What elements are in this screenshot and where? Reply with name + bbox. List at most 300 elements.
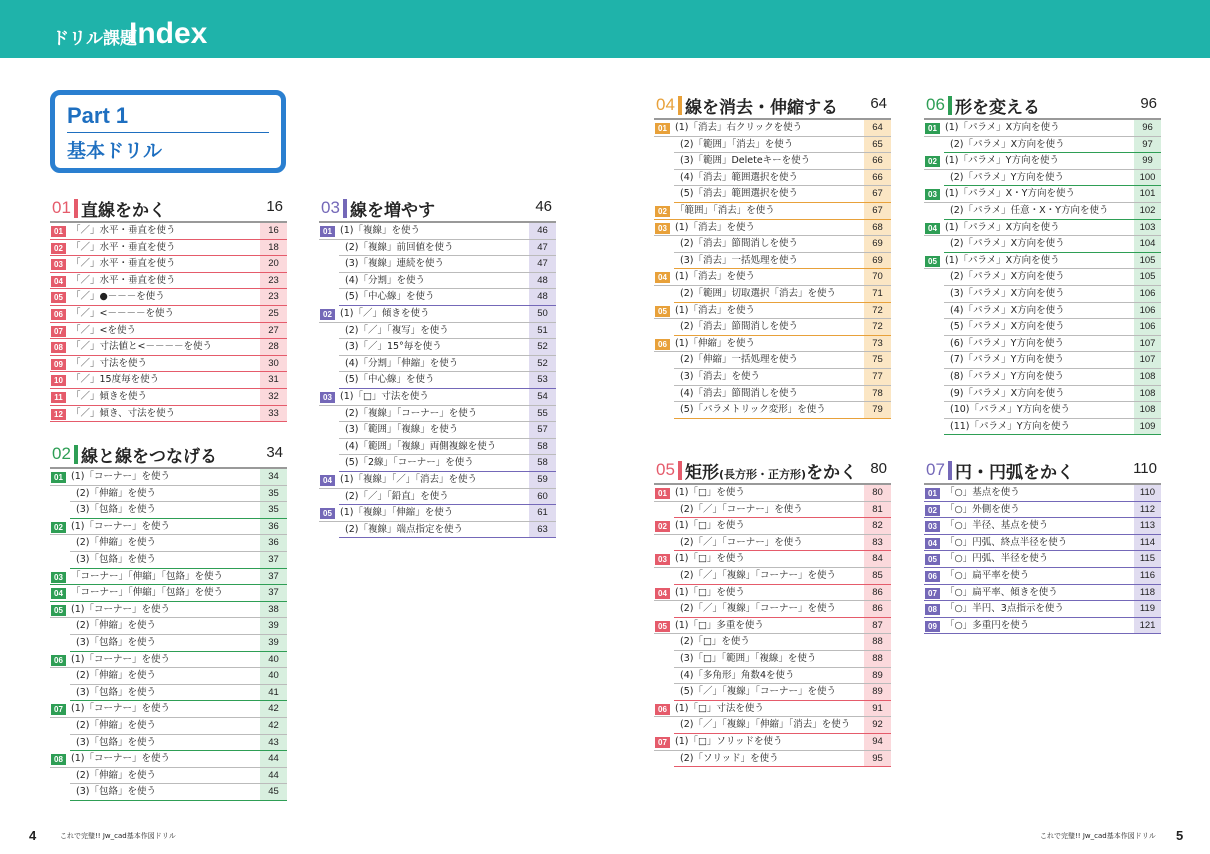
entry-text: (2)「伸縮」を使う [76,487,156,499]
index-entry[interactable] [654,751,891,768]
index-entry[interactable] [924,170,1161,187]
entry-page: 88 [864,651,891,668]
entry-page: 50 [529,306,556,323]
index-entry[interactable] [924,419,1161,436]
entry-number-badge: 02 [655,206,670,217]
index-entry[interactable] [50,602,287,619]
entry-text: (2)「伸縮」を使う [76,670,156,682]
entry-text: (2)「伸縮」一括処理を使う [680,354,798,366]
index-entry[interactable] [924,386,1161,403]
entry-number-badge: 03 [51,572,66,583]
entry-page: 60 [529,489,556,506]
index-entry[interactable] [50,306,287,323]
index-entry[interactable] [50,486,287,503]
entry-number-badge: 03 [925,521,940,532]
entry-text: (1)「パラメ」X方向を使う [945,254,1060,266]
index-entry[interactable] [924,236,1161,253]
index-entry[interactable] [654,303,891,320]
entry-page: 18 [260,240,287,257]
index-entry[interactable] [319,455,556,472]
entry-text: (2)「／」「複線」「コーナー」を使う [680,603,836,615]
entry-page: 48 [529,273,556,290]
entry-number-badge: 01 [925,123,940,134]
index-entry[interactable] [50,323,287,340]
entry-text: (2)「範囲」切取選択「消去」を使う [680,287,836,299]
entry-page: 23 [260,289,287,306]
entry-number-badge: 01 [925,488,940,499]
index-entry[interactable] [50,751,287,768]
entry-text: (1)「パラメ」X方向を使う [945,221,1060,233]
entry-text: (1)「複線」「／」「消去」を使う [340,473,477,485]
page-number-left: 4 [29,828,37,843]
entry-page: 118 [1134,585,1161,602]
entry-number-badge: 04 [320,475,335,486]
entry-page: 54 [529,389,556,406]
index-entry[interactable] [319,372,556,389]
index-entry[interactable] [924,137,1161,154]
index-entry[interactable] [924,253,1161,270]
index-entry[interactable] [924,402,1161,419]
index-entry[interactable] [50,618,287,635]
section-title [685,93,838,118]
index-entry[interactable] [654,701,891,718]
entry-text: (4)「パラメ」X方向を使う [950,304,1065,316]
index-entry[interactable] [654,336,891,353]
index-entry[interactable] [50,469,287,486]
index-entry[interactable] [50,569,287,586]
index-entry[interactable] [924,485,1161,502]
entry-text: (2)「消去」節間消しを使う [680,321,798,333]
entry-text: (4)「範囲」「複線」両側複線を使う [345,440,497,452]
index-entry[interactable] [50,784,287,801]
entry-page: 39 [260,635,287,652]
entry-number-badge: 01 [320,226,335,237]
entry-text: (1)「コーナー」を使う [71,653,170,665]
index-entry[interactable] [924,269,1161,286]
entry-page: 105 [1134,253,1161,270]
index-entry[interactable] [319,422,556,439]
index-entry[interactable] [50,240,287,257]
section-title [81,196,166,221]
index-entry[interactable] [654,634,891,651]
entry-page: 47 [529,256,556,273]
entry-text: (6)「パラメ」Y方向を使う [950,337,1064,349]
entry-page: 78 [864,386,891,403]
entry-page: 51 [529,323,556,340]
section-number: 05 [656,460,675,479]
index-entry[interactable] [654,319,891,336]
index-entry[interactable] [924,585,1161,602]
index-entry[interactable] [924,352,1161,369]
index-entry[interactable] [924,120,1161,137]
entry-text: (1)「□」を使う [675,553,745,565]
index-entry[interactable] [50,372,287,389]
section-number: 02 [52,444,71,463]
entry-page: 47 [529,240,556,257]
entry-number-badge: 04 [655,588,670,599]
entry-page: 59 [529,472,556,489]
index-entry[interactable] [654,668,891,685]
index-entry[interactable] [654,585,891,602]
index-entry[interactable] [319,389,556,406]
section-accent-bar [678,461,682,480]
index-entry[interactable] [319,273,556,290]
entry-number-badge: 05 [925,554,940,565]
index-entry[interactable] [50,289,287,306]
index-entry[interactable] [654,601,891,618]
entry-page: 58 [529,439,556,456]
index-entry[interactable] [654,485,891,502]
entry-page: 106 [1134,303,1161,320]
entry-page: 86 [864,601,891,618]
index-entry[interactable] [50,406,287,423]
entry-number-badge: 02 [655,521,670,532]
index-entry[interactable] [654,717,891,734]
entry-page: 94 [864,734,891,751]
entry-text: 「／」水平・垂直を使う [71,241,176,253]
index-entry[interactable] [319,256,556,273]
index-entry[interactable] [654,651,891,668]
index-entry[interactable] [319,505,556,522]
index-entry[interactable] [654,734,891,751]
index-entry[interactable] [924,551,1161,568]
entry-text: 「範囲」「消去」を使う [675,204,775,216]
entry-text: (1)「消去」を使う [675,271,755,283]
index-entry[interactable] [924,220,1161,237]
header-bar [0,0,1210,58]
index-entry[interactable] [654,352,891,369]
index-entry[interactable] [50,356,287,373]
entry-page: 63 [529,522,556,539]
index-entry[interactable] [924,502,1161,519]
section-title-main: 線を増やす [350,201,435,221]
index-entry[interactable] [924,303,1161,320]
entry-number-badge: 03 [320,392,335,403]
index-entry[interactable] [924,518,1161,535]
index-entry[interactable] [654,568,891,585]
section-number: 01 [52,198,71,217]
index-entry[interactable] [654,535,891,552]
index-entry[interactable] [654,203,891,220]
entry-page: 28 [260,339,287,356]
entry-text: (2)「範囲」「消去」を使う [680,138,794,150]
entry-page: 72 [864,303,891,320]
entry-text: (10)「パラメ」Y方向を使う [950,404,1071,416]
entry-text: (1)「複線」を使う [340,225,420,236]
section-03 [319,193,556,538]
section-accent-bar [948,461,952,480]
entry-text: 「コーナー」「伸縮」「包絡」を使う [71,570,224,582]
entry-number-badge: 04 [51,588,66,599]
section-title-small: (長方形・正方形) [719,468,807,481]
entry-divider [50,421,287,422]
entry-number-badge: 04 [655,272,670,283]
index-entry[interactable] [319,223,556,240]
section-page: 16 [266,198,283,215]
entry-text: (3)「包絡」を使う [76,636,156,648]
index-entry[interactable] [50,223,287,240]
index-entry[interactable] [654,186,891,203]
entry-text: 「○」扁平率を使う [945,569,1030,581]
section-title-main: 形を変える [955,98,1040,118]
entry-text: (2)「／」「鉛直」を使う [345,490,449,502]
index-entry[interactable] [319,439,556,456]
section-title [955,458,1074,483]
entry-page: 23 [260,273,287,290]
entry-text: (5)「パラメトリック変形」を使う [680,404,826,416]
index-entry[interactable] [50,718,287,735]
index-entry[interactable] [654,170,891,187]
index-entry[interactable] [654,220,891,237]
entry-page: 64 [864,120,891,137]
entry-page: 121 [1134,618,1161,635]
entry-page: 69 [864,236,891,253]
entry-text: (3)「消去」を使う [680,370,760,382]
index-entry[interactable] [654,253,891,270]
index-entry[interactable] [50,735,287,752]
entry-number-badge: 05 [51,605,66,616]
section-header [924,90,1161,120]
index-entry[interactable] [924,601,1161,618]
entry-page: 16 [260,223,287,240]
index-entry[interactable] [50,339,287,356]
entry-page: 41 [260,685,287,702]
index-entry[interactable] [50,668,287,685]
header-subtitle: ドリル課題 [52,29,137,49]
entry-text: (2)「パラメ」X方向を使う [950,271,1065,283]
entry-page: 101 [1134,186,1161,203]
entry-page: 92 [864,717,891,734]
index-entry[interactable] [50,273,287,290]
index-entry[interactable] [50,652,287,669]
footer-text-left: これで完璧!! Jw_cad基本作図ドリル [60,832,176,840]
entry-text: (2)「伸縮」を使う [76,769,156,781]
index-entry[interactable] [924,203,1161,220]
entry-page: 104 [1134,236,1161,253]
index-entry[interactable] [319,339,556,356]
index-entry[interactable] [924,369,1161,386]
index-entry[interactable] [924,618,1161,635]
index-entry[interactable] [50,535,287,552]
index-entry[interactable] [319,289,556,306]
entry-page: 38 [260,602,287,619]
entry-page: 57 [529,422,556,439]
entry-page: 100 [1134,170,1161,187]
index-entry[interactable] [319,323,556,340]
entry-text: (7)「パラメ」Y方向を使う [950,354,1064,366]
index-entry[interactable] [654,551,891,568]
entry-text: 「○」円弧、終点半径を使う [945,536,1068,548]
section-page: 46 [535,198,552,215]
entry-page: 52 [529,339,556,356]
entry-page: 33 [260,406,287,423]
entry-page: 80 [864,485,891,502]
entry-page: 52 [529,356,556,373]
entry-text: (1)「コーナー」を使う [71,753,170,765]
entry-page: 67 [864,203,891,220]
index-entry[interactable] [319,240,556,257]
entry-page: 108 [1134,369,1161,386]
index-entry[interactable] [654,618,891,635]
entry-text: (4)「分割」「伸縮」を使う [345,357,459,369]
entry-page: 42 [260,701,287,718]
entry-page: 119 [1134,601,1161,618]
entry-page: 37 [260,569,287,586]
entry-text: 「／」水平・垂直を使う [71,225,176,236]
index-entry[interactable] [654,236,891,253]
entry-text: (1)「□」寸法を使う [675,702,764,714]
index-entry[interactable] [654,684,891,701]
entry-text: (1)「消去」右クリックを使う [675,122,803,133]
index-entry[interactable] [654,120,891,137]
index-entry[interactable] [654,286,891,303]
index-entry[interactable] [654,137,891,154]
entry-text: (2)「／」「複線」「伸縮」「消去」を使う [680,719,851,731]
entry-page: 70 [864,269,891,286]
index-entry[interactable] [654,269,891,286]
section-accent-bar [678,96,682,115]
index-entry[interactable] [50,768,287,785]
index-entry[interactable] [319,356,556,373]
entry-page: 75 [864,352,891,369]
entry-page: 83 [864,535,891,552]
entry-text: (1)「□」多重を使う [675,619,764,631]
index-entry[interactable] [50,256,287,273]
section-number: 04 [656,95,675,114]
entry-text: (3)「包絡」を使う [76,553,156,565]
entry-number-badge: 06 [925,571,940,582]
entry-text: 「／」15度毎を使う [71,374,160,386]
index-entry[interactable] [924,535,1161,552]
index-entry[interactable] [319,522,556,539]
entry-number-badge: 01 [655,123,670,134]
entry-page: 82 [864,518,891,535]
entry-text: (1)「□」を使う [675,520,745,532]
entry-page: 97 [1134,137,1161,154]
entry-page: 35 [260,502,287,519]
index-entry[interactable] [50,389,287,406]
entry-text: 「／」水平・垂直を使う [71,274,176,286]
entry-page: 27 [260,323,287,340]
entry-number-badge: 02 [925,505,940,516]
index-entry[interactable] [319,406,556,423]
index-entry[interactable] [50,519,287,536]
index-entry[interactable] [319,472,556,489]
index-entry[interactable] [654,402,891,419]
entry-text: (2)「／」「コーナー」を使う [680,536,803,548]
index-entry[interactable] [50,701,287,718]
entry-text: (3)「包絡」を使う [76,504,156,516]
section-header [319,193,556,223]
index-entry[interactable] [50,552,287,569]
entry-page: 89 [864,668,891,685]
entry-text: 「／」寸法値と<－－－－を使う [71,341,212,353]
entry-page: 40 [260,652,287,669]
entry-text: 「○」扁平率、傾きを使う [945,586,1058,598]
section-accent-bar [343,199,347,218]
index-entry[interactable] [924,186,1161,203]
index-entry[interactable] [319,489,556,506]
section-header [50,193,287,223]
entry-text: (5)「消去」範囲選択を使う [680,188,798,200]
page-number-right: 5 [1176,828,1184,843]
entry-page: 44 [260,768,287,785]
entry-number-badge: 09 [51,359,66,370]
entry-text: (2)「パラメ」X方向を使う [950,238,1065,250]
entry-text: (2)「複線」「コーナー」を使う [345,407,478,419]
entry-text: 「○」円弧、半径を使う [945,553,1049,565]
index-entry[interactable] [654,386,891,403]
index-entry[interactable] [50,502,287,519]
entry-text: (1)「パラメ」X方向を使う [945,122,1060,133]
entry-page: 86 [864,585,891,602]
entry-text: (5)「中心線」を使う [345,374,435,386]
entry-page: 77 [864,369,891,386]
index-entry[interactable] [924,153,1161,170]
entry-text: (4)「分割」を使う [345,274,425,286]
index-entry[interactable] [924,568,1161,585]
index-entry[interactable] [654,518,891,535]
section-05 [654,455,891,767]
entry-page: 66 [864,153,891,170]
entry-page: 61 [529,505,556,522]
section-number: 06 [926,95,945,114]
entry-number-badge: 02 [51,243,66,254]
entry-text: (1)「□」を使う [675,586,745,598]
entry-number-badge: 03 [925,189,940,200]
entry-text: (3)「／」15°毎を使う [345,341,442,353]
index-entry[interactable] [924,319,1161,336]
entry-text: (3)「範囲」Deleteキーを使う [680,155,811,167]
entry-page: 48 [529,289,556,306]
entry-text: (5)「パラメ」X方向を使う [950,321,1065,333]
index-entry[interactable] [654,369,891,386]
entry-text: 「／」傾き、寸法を使う [71,407,176,419]
index-entry[interactable] [319,306,556,323]
index-entry[interactable] [924,286,1161,303]
entry-page: 105 [1134,269,1161,286]
entry-number-badge: 07 [51,704,66,715]
section-04 [654,90,891,419]
entry-page: 42 [260,718,287,735]
entry-number-badge: 02 [925,156,940,167]
entry-text: (4)「消去」節間消しを使う [680,387,798,399]
entry-text: 「○」外側を使う [945,503,1020,515]
section-07 [924,455,1161,634]
entry-page: 58 [529,455,556,472]
index-entry[interactable] [50,635,287,652]
entry-text: (3)「包絡」を使う [76,686,156,698]
index-entry[interactable] [50,685,287,702]
index-entry[interactable] [654,153,891,170]
entry-page: 66 [864,170,891,187]
entry-page: 89 [864,684,891,701]
index-entry[interactable] [654,502,891,519]
index-entry[interactable] [924,336,1161,353]
section-number: 07 [926,460,945,479]
entry-page: 32 [260,389,287,406]
entry-page: 37 [260,552,287,569]
entry-page: 73 [864,336,891,353]
entry-page: 44 [260,751,287,768]
header-title: Index [129,17,208,50]
entry-page: 109 [1134,419,1161,436]
entry-page: 46 [529,223,556,240]
index-entry[interactable] [50,585,287,602]
entry-page: 31 [260,372,287,389]
entry-page: 108 [1134,402,1161,419]
entry-number-badge: 06 [655,339,670,350]
